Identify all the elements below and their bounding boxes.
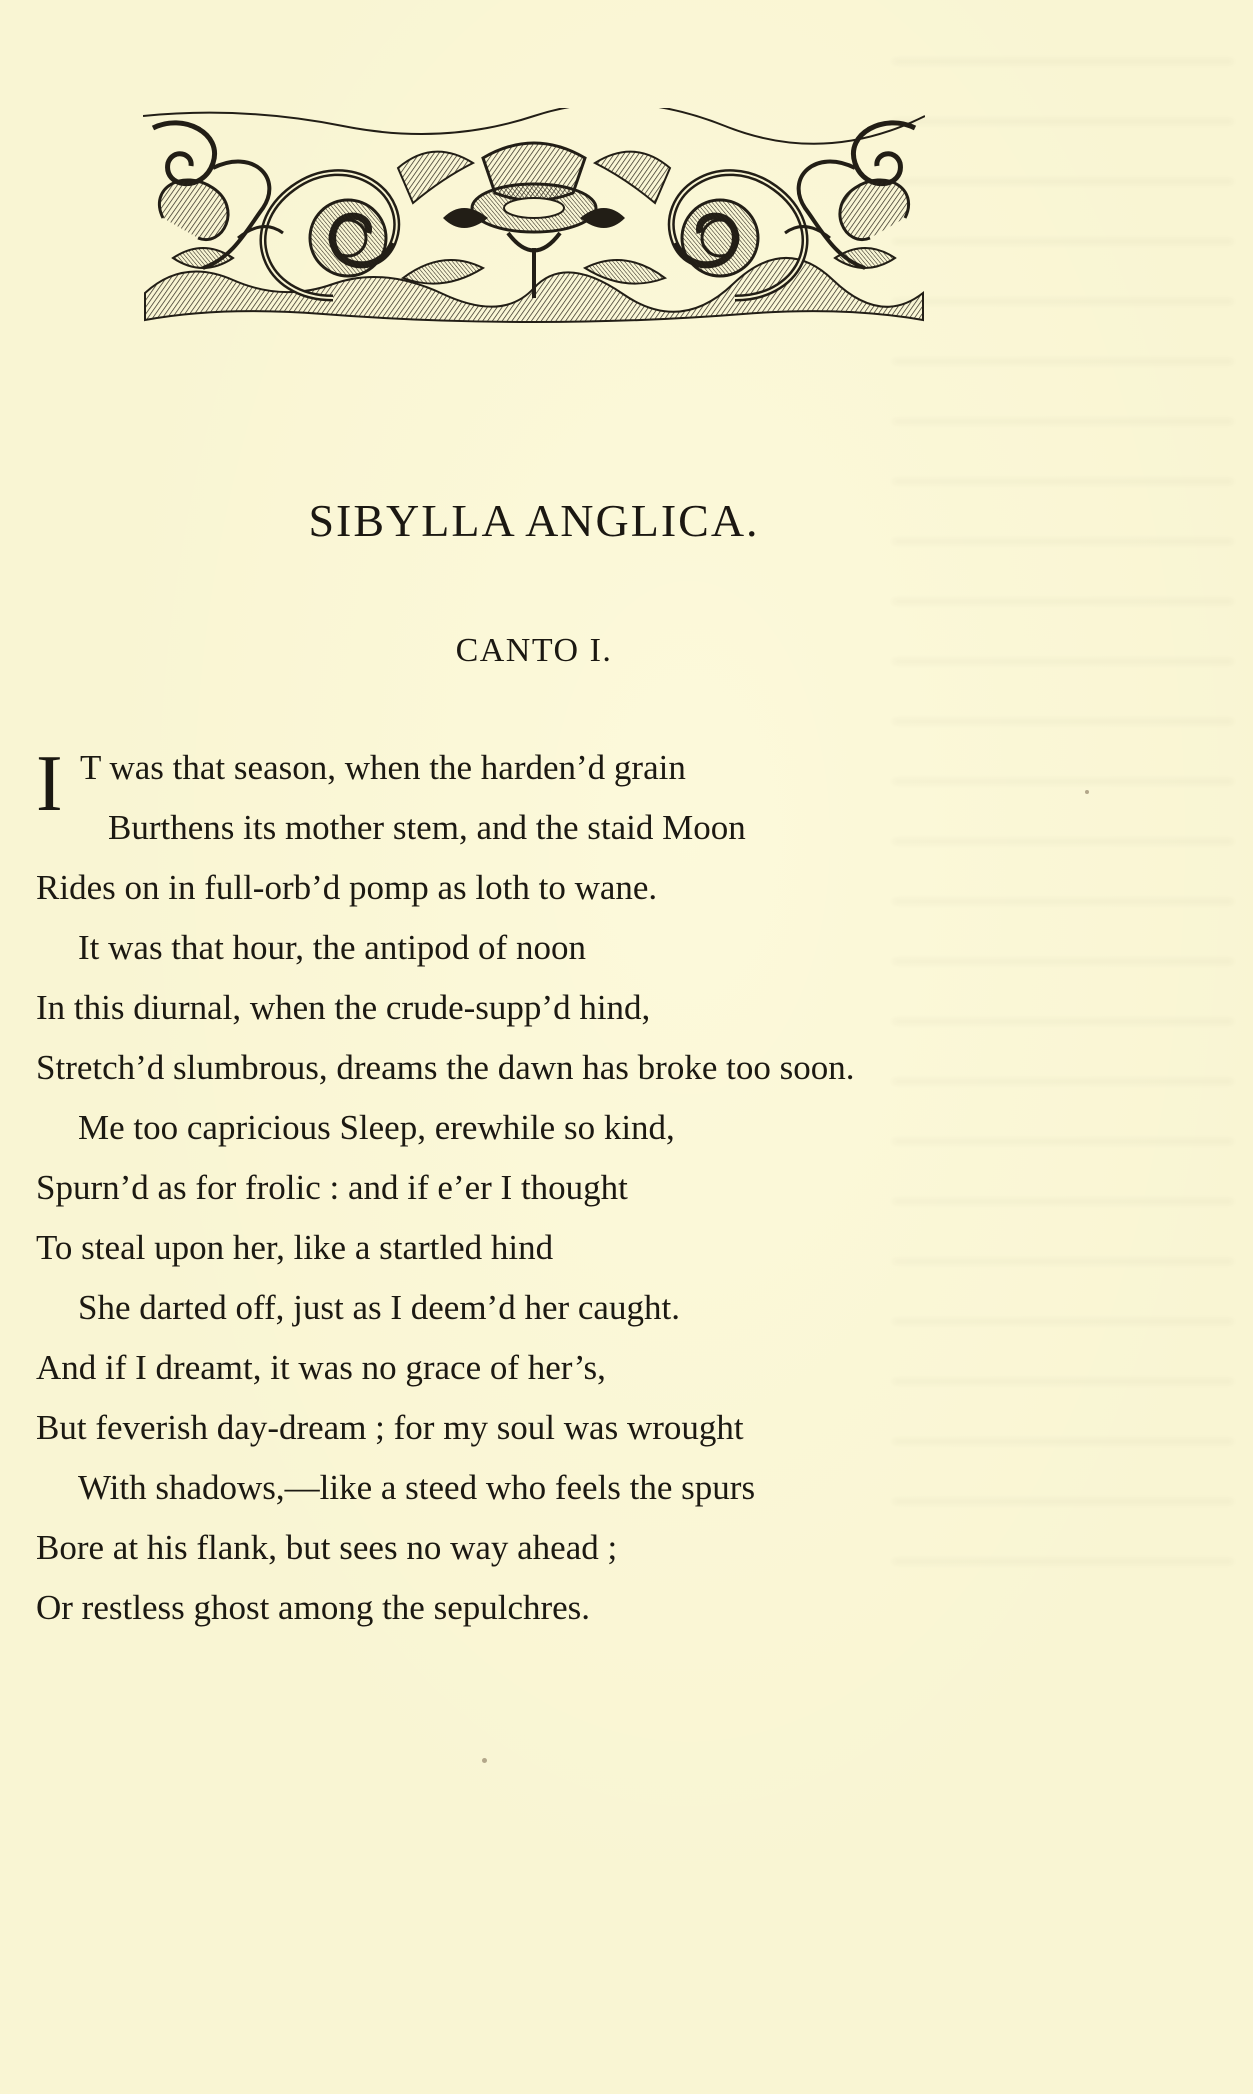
poem-line: In this diurnal, when the crude-supp’d hind,	[36, 988, 651, 1027]
poem-line: With shadows,—like a steed who feels the spurs	[78, 1468, 756, 1507]
poem-line: Spurn’d as for frolic : and if e’er I thought	[36, 1168, 628, 1207]
poem-line: Me too capricious Sleep, erewhile so kind,	[78, 1108, 675, 1147]
paper-speck	[1085, 790, 1089, 794]
poem-line: But feverish day-dream ; for my soul was wrought	[36, 1408, 744, 1447]
poem-line: To steal upon her, like a startled hind	[36, 1228, 554, 1267]
poem-line: It was that hour, the antipod of noon	[78, 928, 586, 967]
poem-line: Rides on in full-orb’d pomp as loth to wane.	[36, 868, 658, 907]
canto-heading: CANTO I.	[455, 632, 613, 669]
poem-line: And if I dreamt, it was no grace of her’s,	[36, 1348, 606, 1387]
poem-line: T was that season, when the harden’d grain	[80, 748, 686, 787]
page-title: SIBYLLA ANGLICA.	[308, 495, 760, 546]
poem-line: Stretch’d slumbrous, dreams the dawn has broke too soon.	[36, 1048, 855, 1087]
show-through-text	[893, 60, 1233, 1620]
poem-line: Or restless ghost among the sepulchres.	[36, 1588, 591, 1627]
paper-speck	[482, 1758, 487, 1763]
poem-line: She darted off, just as I deem’d her caught.	[78, 1288, 680, 1327]
drop-cap: I	[36, 740, 63, 828]
scrollwork-headpiece-icon	[143, 108, 925, 328]
poem-line: Burthens its mother stem, and the staid Moon	[108, 808, 746, 847]
poem-line: Bore at his flank, but sees no way ahead ;	[36, 1528, 618, 1567]
